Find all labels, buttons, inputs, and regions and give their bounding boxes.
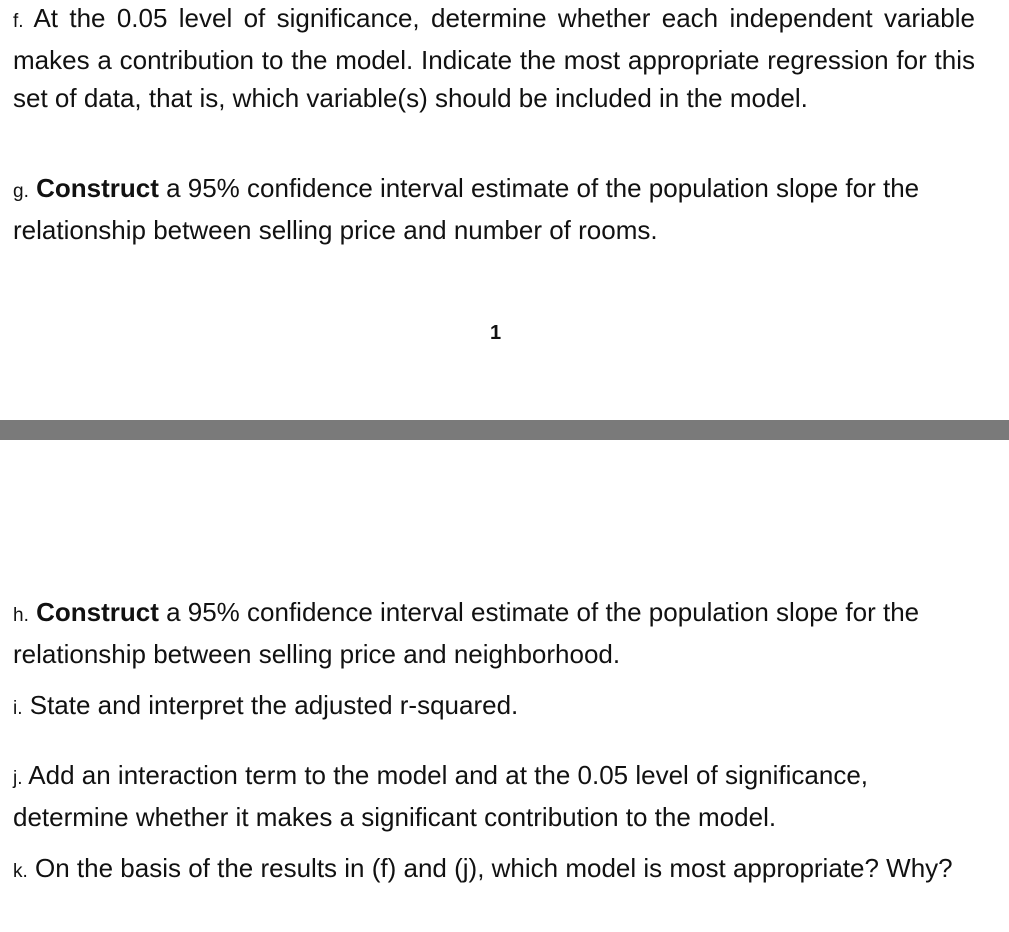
question-i [13,686,975,728]
question-k-label: k. [13,861,28,882]
question-g-label: g. [13,181,29,202]
question-k-text: On the basis of the results in (f) and (j), which model is most appropriate? Why? [27,853,953,883]
question-f-label: f. [13,11,24,32]
question-h-bold-word: Construct [28,597,159,627]
question-f-text: At the 0.05 level of significance, determine whether each independent variable makes a contribution to the model. Indicate the most appropriate regression for this set of data, that is, which variable(s) should be included in the model. [13,3,975,113]
question-g [13,169,975,249]
question-j-label: j. [13,768,23,789]
question-h [13,593,975,673]
question-k [13,849,1008,891]
document-page-bottom [0,440,1009,932]
question-j-text: Add an interaction term to the model and at the 0.05 level of significance, determine whether it makes a significant contribution to the model. [13,760,869,832]
page-break-divider [0,420,1009,440]
question-g-text: a 95% confidence interval estimate of the population slope for the relationship between selling price and number of rooms. [13,173,920,245]
question-j [13,756,975,836]
question-f [13,0,975,117]
question-i-text: State and interpret the adjusted r-squared. [22,690,519,720]
question-g-bold-word: Construct [28,173,159,203]
document-page-top [0,0,1009,420]
question-h-text: a 95% confidence interval estimate of the population slope for the relationship between selling price and neighborhood. [13,597,920,669]
question-h-label: h. [13,605,29,626]
page-number: 1 [490,322,502,344]
question-i-label: i. [13,698,23,719]
